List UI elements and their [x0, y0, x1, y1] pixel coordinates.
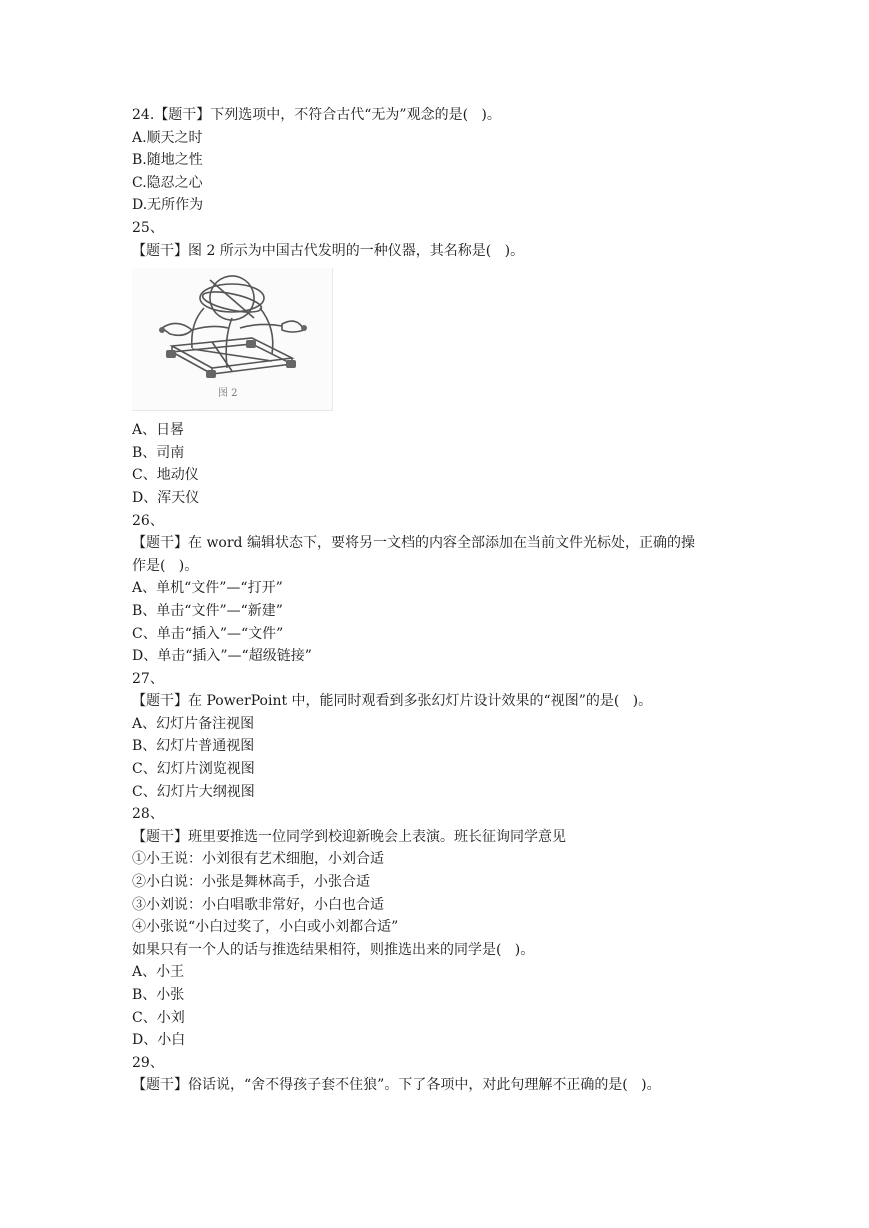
text-line: 【题干】在 word 编辑状态下，要将另一文档的内容全部添加在当前文件光标处，正确的操: [132, 535, 695, 552]
text-line: A.顺天之时: [132, 129, 203, 146]
text-line: A、幻灯片备注视图: [132, 715, 255, 732]
question-block-before-figure: [132, 104, 772, 262]
text-line: 25、: [132, 219, 164, 236]
text-line: A、单机“文件”—“打开”: [132, 580, 283, 597]
question-block-after-figure: [132, 419, 772, 1097]
figure-2: [132, 268, 333, 411]
text-line: A、小王: [132, 964, 185, 981]
text-line: 作是( )。: [132, 557, 199, 574]
text-line: 【题干】俗话说，“舍不得孩子套不住狼”。下了各项中，对此句理解不正确的是( )。: [132, 1077, 661, 1094]
question-content: [132, 104, 772, 1097]
text-line: C、幻灯片浏览视图: [132, 761, 255, 778]
text-line: B.随地之性: [132, 152, 203, 169]
text-line: 【题干】图 2 所示为中国古代发明的一种仪器，其名称是( )。: [132, 242, 525, 259]
text-line: B、司南: [132, 444, 185, 461]
text-line: A、日晷: [132, 422, 185, 439]
ancient-instrument-illustration-icon: [132, 268, 332, 410]
text-line: ②小白说：小张是舞林高手，小张合适: [132, 874, 370, 891]
text-line: ④小张说“小白过奖了，小白或小刘都合适”: [132, 919, 399, 936]
text-line: B、幻灯片普通视图: [132, 738, 255, 755]
text-line: D、小白: [132, 1032, 186, 1049]
text-line: 26、: [132, 512, 164, 529]
text-line: 【题干】班里要推选一位同学到校迎新晚会上表演。班长征询同学意见: [132, 828, 566, 845]
text-line: C.隐忍之心: [132, 174, 203, 191]
text-line: 27、: [132, 670, 164, 687]
text-line: 24.【题干】下列选项中，不符合古代“无为”观念的是( )。: [132, 107, 501, 123]
text-line: D、单击“插入”—“超级链接”: [132, 648, 312, 665]
text-line: ③小刘说：小白唱歌非常好，小白也合适: [132, 896, 384, 913]
text-line: C、地动仪: [132, 467, 199, 484]
text-line: B、小张: [132, 987, 185, 1003]
text-line: B、单击“文件”—“新建”: [132, 602, 283, 619]
text-line: C、小刘: [132, 1009, 185, 1026]
text-line: 【题干】在 PowerPoint 中，能同时观看到多张幻灯片设计效果的“视图”的是( )。: [132, 693, 653, 710]
figure-caption: 图 2: [218, 388, 238, 400]
text-line: ①小王说：小刘很有艺术细胞，小刘合适: [132, 851, 384, 868]
text-line: D、浑天仪: [132, 489, 200, 506]
text-line: 28、: [132, 806, 164, 823]
text-line: C、单击“插入”—“文件”: [132, 625, 284, 642]
text-line: 如果只有一个人的话与推选结果相符，则推选出来的同学是( )。: [132, 941, 535, 958]
text-line: C、幻灯片大纲视图: [132, 783, 255, 800]
text-line: D.无所作为: [132, 197, 204, 214]
text-line: 29、: [132, 1054, 164, 1071]
